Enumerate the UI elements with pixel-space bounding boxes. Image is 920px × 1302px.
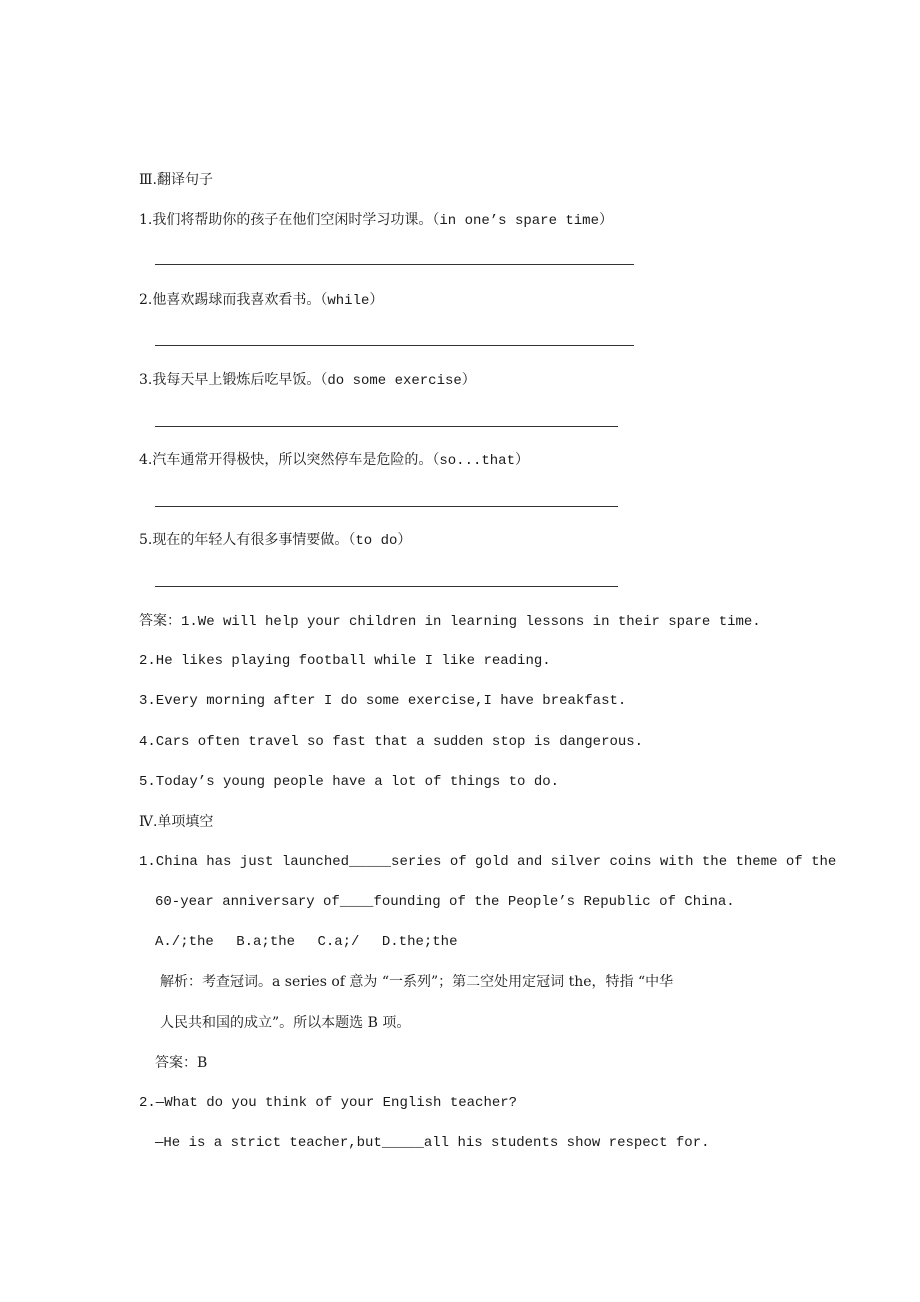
item-chinese: 汽车通常开得极快，所以突然停车是危险的。 [152, 452, 433, 468]
answer-3: 3.Every morning after I do some exercise,I have breakfast. [139, 693, 627, 709]
item-number: 3. [139, 372, 153, 388]
section-heading-single-choice: Ⅳ.单项填空 [139, 814, 214, 830]
answer-blank-4[interactable] [155, 506, 618, 507]
translate-item-2 [139, 290, 383, 311]
question-1-answer: 答案：B [155, 1055, 208, 1071]
translate-item-4 [139, 450, 529, 471]
item-hint: （do some exercise） [320, 373, 476, 389]
item-number: 4. [139, 452, 153, 468]
answer-2: 2.He likes playing football while I like reading. [139, 653, 551, 669]
question-1-line-1: 1.China has just launched_____series of gold and silver coins with the theme of the [139, 854, 837, 870]
item-chinese: 他喜欢踢球而我喜欢看书。 [152, 292, 321, 308]
answer-1: 答案：1.We will help your children in learning lessons in their spare time. [139, 613, 761, 630]
question-1-analysis-line-2: 人民共和国的成立”。所以本题选 B 项。 [160, 1015, 411, 1031]
item-hint: （so...that） [432, 453, 529, 469]
question-1-line-2: 60-year anniversary of____founding of the People’s Republic of China. [155, 894, 735, 910]
item-chinese: 我每天早上锻炼后吃早饭。 [152, 372, 321, 388]
answer-blank-1[interactable] [155, 264, 634, 265]
item-chinese: 我们将帮助你的孩子在他们空闲时学习功课。 [152, 212, 433, 228]
answer-blank-3[interactable] [155, 426, 618, 427]
question-1-analysis-line-1: 解析：考查冠词。a series of 意为 “一系列”；第二空处用定冠词 the，特指 “中华 [160, 974, 674, 990]
item-hint: （to do） [348, 533, 412, 549]
option-d[interactable]: D.the;the [381, 934, 458, 950]
answer-4: 4.Cars often travel so fast that a sudden stop is dangerous. [139, 734, 644, 750]
answer-blank-5[interactable] [155, 586, 618, 587]
question-2-line-2: —He is a strict teacher,but_____all his students show respect for. [155, 1135, 710, 1151]
answer-5: 5.Today’s young people have a lot of things to do. [139, 774, 560, 790]
answer-blank-2[interactable] [155, 345, 634, 346]
translate-item-3 [139, 370, 476, 391]
item-hint: （while） [320, 293, 384, 309]
translate-item-1 [139, 210, 613, 231]
item-hint: （in one’s spare time） [432, 213, 613, 229]
option-c[interactable]: C.a;/ [317, 934, 360, 950]
item-number: 1. [139, 212, 153, 228]
answers-label: 答案： [139, 613, 181, 629]
item-number: 5. [139, 532, 153, 548]
section-heading-translate: Ⅲ.翻译句子 [139, 172, 213, 188]
option-a[interactable]: A./;the [155, 934, 214, 950]
question-2-line-1: 2.—What do you think of your English teacher? [139, 1095, 518, 1111]
question-1-options [155, 932, 471, 952]
translate-item-5 [139, 530, 411, 551]
option-b[interactable]: B.a;the [236, 934, 296, 950]
item-number: 2. [139, 292, 153, 308]
item-chinese: 现在的年轻人有很多事情要做。 [152, 532, 349, 548]
